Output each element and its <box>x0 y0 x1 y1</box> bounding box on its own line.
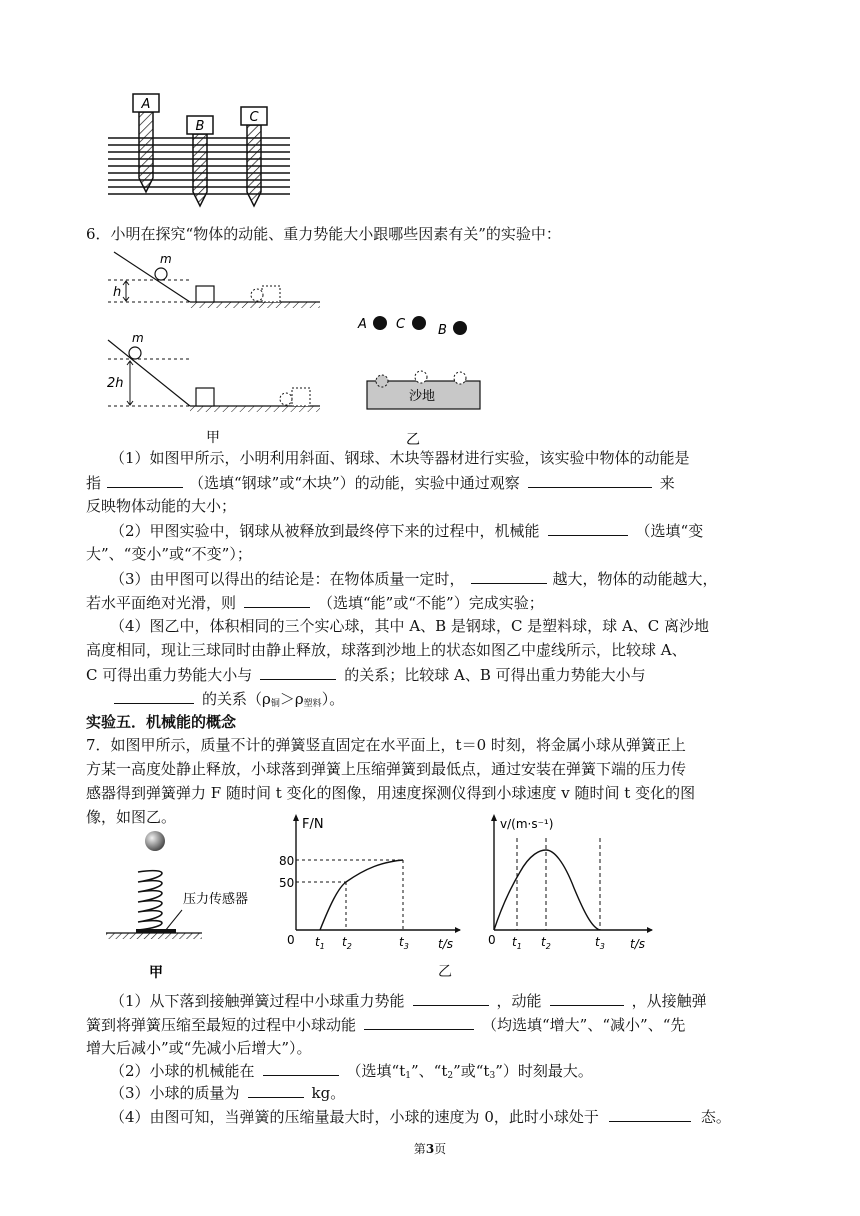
figure-caption-jia-7: 甲 <box>149 965 163 981</box>
ball-label-c: C <box>396 317 406 332</box>
q6-figure-yi <box>350 300 490 446</box>
f-tick-t1: $t_1$ <box>315 935 325 951</box>
q6-part1-line1: （1）如图甲所示，小明利用斜面、钢球、木块等器材进行实验，该实验中物体的动能是 <box>110 449 690 467</box>
q6-part1-line2: 指 （选填“钢球”或“木块”）的动能，实验中通过观察 来 <box>86 474 675 492</box>
force-time-graph <box>278 810 468 952</box>
q6-part1-line3: 反映物体动能的大小； <box>86 497 237 515</box>
answer-blank[interactable] <box>114 688 194 704</box>
q7-part1-line3: 增大后减小”或“先减小后增大”）。 <box>86 1039 312 1057</box>
answer-blank[interactable] <box>609 1106 691 1122</box>
answer-blank[interactable] <box>548 520 628 536</box>
figure-caption-jia: 甲 <box>206 430 220 446</box>
mass-label-upper: m <box>160 252 172 266</box>
sensor-label: 压力传感器 <box>183 892 249 907</box>
sand-label: 沙地 <box>409 389 436 404</box>
q7-stem-line3: 感器得到弹簧弹力 F 随时间 t 变化的图像，用速度探测仪得到小球速度 v 随时间 t 变化的图 <box>86 784 696 802</box>
nail-label-a: A <box>141 97 151 112</box>
page-footer: 第3页 <box>413 1142 447 1156</box>
f-tick-80: 80 <box>279 854 295 868</box>
q7-part4: （4）由图可知，当弹簧的压缩量最大时，小球的速度为 0，此时小球处于 态。 <box>110 1108 731 1126</box>
figure-caption-yi-7: 乙 <box>438 964 452 980</box>
q6-part2-line2: 大”、“变小”或“不变”）； <box>86 545 252 563</box>
q7-stem-line2: 方某一高度处静止释放，小球落到弹簧上压缩弹簧到最低点，通过安装在弹簧下端的压力传 <box>86 760 687 778</box>
q7-part2: （2）小球的机械能在 （选填“$t_1$”、“$t_2$”或“$t_3$”）时刻最大。 <box>110 1062 593 1081</box>
section-heading: 实验五．机械能的概念 <box>86 713 237 731</box>
q7-stem-line4: 像，如图乙。 <box>86 808 177 826</box>
q6-part3-line1: （3）由甲图可以得出的结论是：在物体质量一定时， 越大，物体的动能越大， <box>110 570 718 588</box>
v-axis-label: v/(m·s⁻¹) <box>500 817 554 831</box>
q7-part1-line1: （1）从下落到接触弹簧过程中小球重力势能 ，动能 ，从接触弹 <box>110 992 707 1010</box>
answer-blank[interactable] <box>364 1014 474 1030</box>
answer-blank[interactable] <box>248 1082 304 1098</box>
v-tick-t2: $t_2$ <box>541 935 551 951</box>
mass-label-lower: m <box>132 331 144 345</box>
q6-part4-line1: （4）图乙中，体积相同的三个实心球，其中 A、B 是钢球，C 是塑料球，球 A、C 离沙地 <box>110 617 710 635</box>
height-label-2h: 2h <box>107 376 124 391</box>
q6-part4-line2: 高度相同，现让三球同时由静止释放，球落到沙地上的状态如图乙中虚线所示，比较球 A、 <box>86 641 687 659</box>
v-origin: 0 <box>488 933 496 947</box>
answer-blank[interactable] <box>550 990 624 1006</box>
figure-caption-yi: 乙 <box>406 432 420 446</box>
nail-label-b: B <box>195 119 205 134</box>
q6-part2-line1: （2）甲图实验中，钢球从被释放到最终停下来的过程中，机械能 （选填“变 <box>110 522 704 540</box>
answer-blank[interactable] <box>244 592 310 608</box>
height-label-h: h <box>113 285 122 300</box>
velocity-time-graph <box>480 810 660 952</box>
answer-blank[interactable] <box>528 472 652 488</box>
q6-figure-jia <box>100 246 330 446</box>
q7-stem-line1: 7．如图甲所示，质量不计的弹簧竖直固定在水平面上，t＝0 时刻，将金属小球从弹簧正上 <box>86 736 686 754</box>
answer-blank[interactable] <box>107 472 183 488</box>
q7-figure-jia <box>100 820 270 982</box>
v-x-unit: t/s <box>630 937 645 951</box>
v-tick-t3: $t_3$ <box>595 935 605 951</box>
q6-stem: 6．小明在探究“物体的动能、重力势能大小跟哪些因素有关”的实验中： <box>86 225 561 243</box>
f-tick-t2: $t_2$ <box>342 935 352 951</box>
q6-part4-line4: 的关系$(\rho_铜>\rho_{塑料})$。 <box>86 688 344 714</box>
ball-label-a: A <box>358 317 367 332</box>
answer-blank[interactable] <box>263 1060 339 1076</box>
nail-label-c: C <box>249 110 259 125</box>
q6-part4-line3: C 可得出重力势能大小与 的关系；比较球 A、B 可得出重力势能大小与 <box>86 666 646 684</box>
q7-part3: （3）小球的质量为 kg。 <box>110 1084 346 1102</box>
f-tick-t3: $t_3$ <box>399 935 409 951</box>
q6-part3-line2: 若水平面绝对光滑，则 （选填“能”或“不能”）完成实验； <box>86 594 544 612</box>
answer-blank[interactable] <box>413 990 489 1006</box>
f-axis-label: F/N <box>302 817 324 832</box>
answer-blank[interactable] <box>260 664 336 680</box>
nails-figure <box>100 88 300 218</box>
f-tick-50: 50 <box>279 876 295 890</box>
ball-label-b: B <box>438 323 447 338</box>
answer-blank[interactable] <box>471 568 547 584</box>
f-origin: 0 <box>287 933 295 947</box>
f-x-unit: t/s <box>438 937 453 951</box>
q7-part1-line2: 簧到将弹簧压缩至最短的过程中小球动能 （均选填“增大”、“减小”、“先 <box>86 1016 686 1034</box>
v-tick-t1: $t_1$ <box>512 935 522 951</box>
